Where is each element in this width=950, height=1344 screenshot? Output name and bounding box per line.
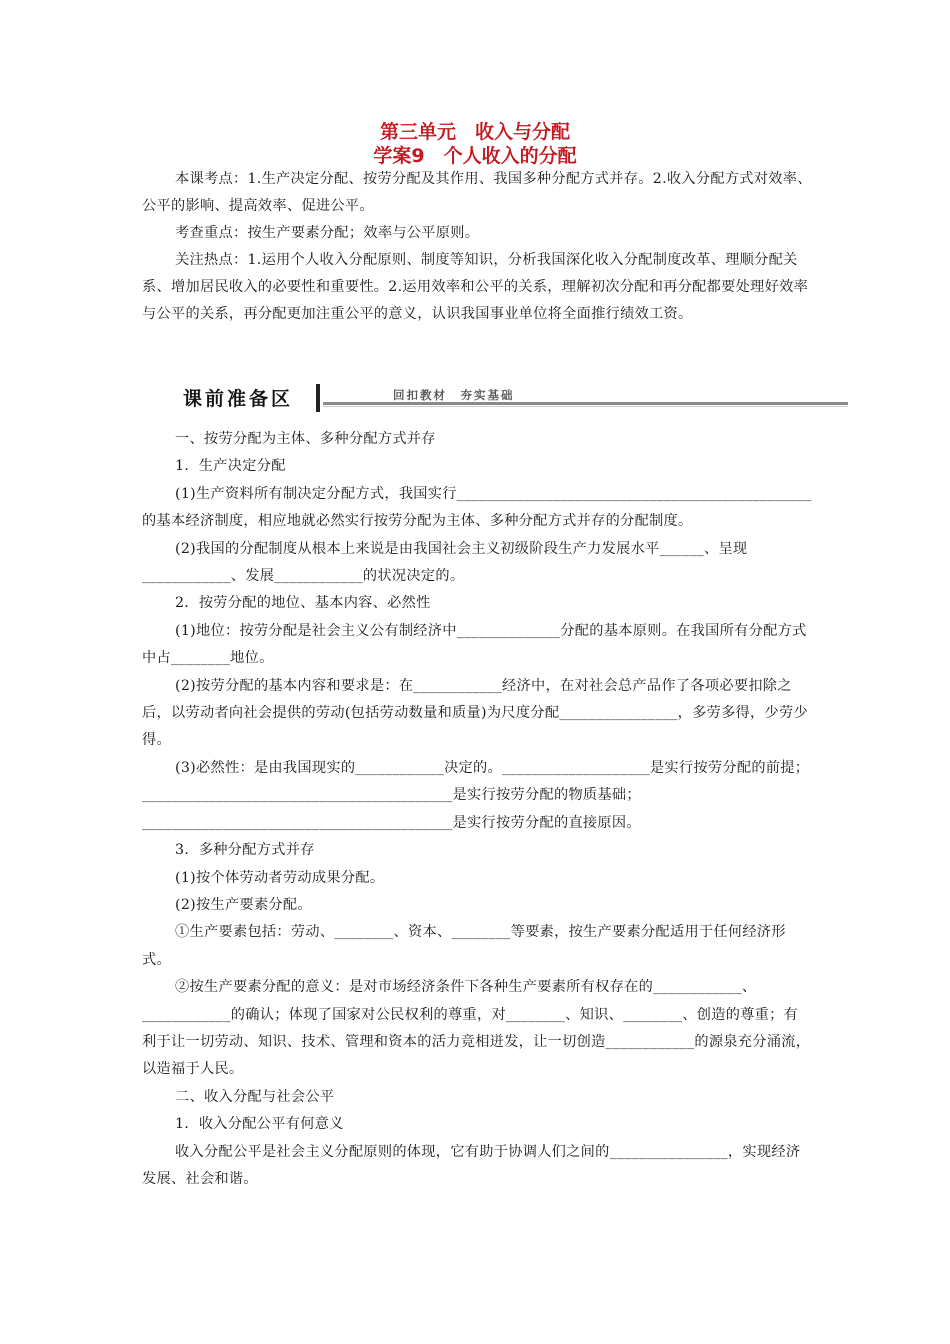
item-1-3-2-a: ①生产要素包括：劳动、________、资本、________等要素，按生产要素分配适用于任何经济形式。 (142, 924, 786, 968)
item-1-3-1: (1)按个体劳动者劳动成果分配。 (175, 869, 385, 886)
intro-hot-topics: 关注热点：1.运用个人收入分配原则、制度等知识，分析我国深化收入分配制度改革、理顺分配关系、增加居民收入的必要性和重要性。2.运用效率和公平的关系，理解初次分配和再分配都要处理好效率与公平的关系，再分配更加注重公平的意义，认识我国事业单位将全面推行绩效工资。 (142, 252, 809, 322)
section-rule-shadow (323, 406, 848, 407)
subheading-1-2: 2．按劳分配的地位、基本内容、必然性 (175, 595, 431, 612)
item-1-2-2: (2)按劳分配的基本内容和要求是：在____________经济中，在对社会总产品作了各项必要扣除之后，以劳动者向社会提供的劳动(包括劳动数量和质量)为尺度分配________________，多劳多得，少劳少得。 (142, 677, 809, 749)
intro-focus: 考查重点：按生产要素分配；效率与公平原则。 (175, 225, 480, 241)
intro-section (142, 166, 812, 328)
item-2-1: 收入分配公平是社会主义分配原则的体现，它有助于协调人们之间的________________，实现经济发展、社会和谐。 (142, 1143, 801, 1187)
unit-title: 第三单元 收入与分配 (379, 121, 570, 143)
subheading-1-3: 3．多种分配方式并存 (175, 842, 315, 859)
body-content (142, 426, 812, 1193)
section-subtitle: 回扣教材 夯实基础 (393, 388, 515, 402)
item-1-3-2: (2)按生产要素分配。 (175, 896, 312, 913)
item-1-2-1: (1)地位：按劳分配是社会主义公有制经济中______________分配的基本原则。在我国所有分配方式中占________地位。 (142, 622, 807, 667)
subheading-1-1: 1．生产决定分配 (175, 458, 286, 475)
heading-2: 二、收入分配与社会公平 (175, 1088, 335, 1105)
title-block (0, 120, 950, 168)
subheading-2-1: 1．收入分配公平有何意义 (175, 1116, 344, 1133)
lesson-title: 学案9 个人收入的分配 (373, 145, 577, 167)
item-1-1-1: (1)生产资料所有制决定分配方式，我国实行________________________________________________的基本经济制度，相应地就必然实行按劳分配为主体、多种分配方式并存的分配制度。 (142, 485, 812, 530)
section-header (178, 378, 848, 418)
heading-1: 一、按劳分配为主体、多种分配方式并存 (175, 431, 436, 447)
item-1-3-2-b: ②按生产要素分配的意义：是对市场经济条件下各种生产要素所有权存在的____________、____________的确认；体现了国家对公民权利的尊重，对________、知识、________、创造的尊重；有利于让一切劳动、知识、技术、管理和资本的活力竞相迸发，让一切创造____________的源泉充分涌流，以造福于人民。 (142, 979, 811, 1078)
intro-key-points: 本课考点：1.生产决定分配、按劳分配及其作用、我国多种分配方式并存。2.收入分配方式对效率、公平的影响、提高效率、促进公平。 (142, 171, 812, 214)
item-1-2-3: (3)必然性：是由我国现实的____________决定的。____________________是实行按劳分配的前提；__________________________________________是实行按劳分配的物质基础；__________________________________________是实行按劳分配的直接原因。 (142, 759, 810, 831)
item-1-1-2: (2)我国的分配制度从根本上来说是由我国社会主义初级阶段生产力发展水平______、呈现____________、发展____________的状况决定的。 (142, 540, 748, 585)
section-divider (316, 384, 320, 412)
section-title: 课前准备区 (183, 388, 294, 410)
